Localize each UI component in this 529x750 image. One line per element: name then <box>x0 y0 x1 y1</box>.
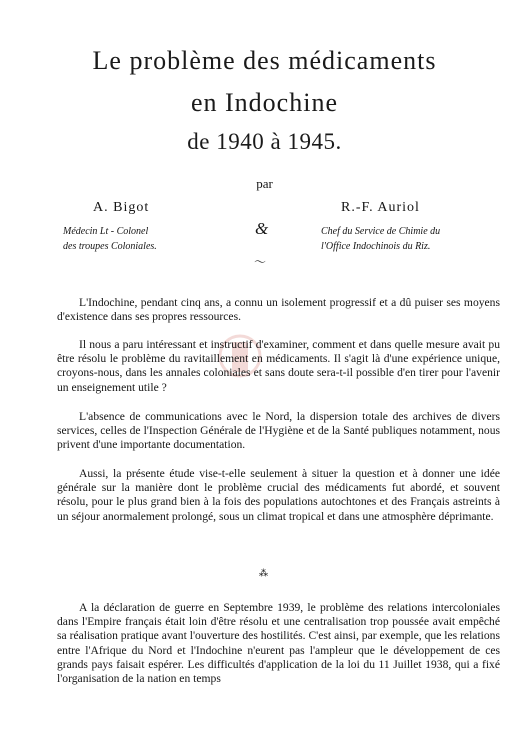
author-2-affiliation-2: l'Office Indochinois du Riz. <box>321 241 431 252</box>
author-2-affiliation-1: Chef du Service de Chimie du <box>321 226 441 237</box>
author-1-affiliation-1: Médecin Lt - Colonel <box>63 226 149 237</box>
paragraph-3: L'absence de communications avec le Nord, la dispersion totale des archives de divers services, celles de l'Inspection Générale de l'Hygiène et de la Santé publiques notamment, nous privent d'une importante documentation. <box>57 410 500 452</box>
paragraph-5: A la déclaration de guerre en Septembre 1939, le problème des relations intercoloniales dans l'Empire français était loin d'être résolu et une centralisation trop poussée avait empêché sa réalisation pratique avant l'ouverture des hostilités. C'est ainsi, par exemple, que les relations entre l'Afrique du Nord et l'Indochine n'eurent pas l'ampleur que le développement de ces grands pays faisait espérer. Les difficultés d'application de la loi du 11 Juillet 1938, qui a fixé l'organisation de la nation en temps <box>57 601 500 686</box>
paragraph-2: Il nous a paru intéressant et instructif d'examiner, comment et dans quelle mesure avait pu être résolu le problème du ravitaillement en médicaments. Il s'agit là d'une expérience unique, croyons-nous, dans les annales coloniales et sans doute sera-t-il possible d'en tirer pour l'avenir un enseignement utile ? <box>57 338 500 394</box>
author-1-affiliation-2: des troupes Coloniales. <box>63 241 157 252</box>
title-line-1: Le problème des médicaments <box>92 46 437 75</box>
ampersand: & <box>255 219 269 238</box>
paragraph-1: L'Indochine, pendant cinq ans, a connu un isolement progressif et a dû puiser ses moyens d'existence dans ses propres ressources. <box>57 296 500 324</box>
author-2-name: R.-F. Auriol <box>341 200 420 215</box>
byline-par: par <box>256 176 273 191</box>
author-1-name: A. Bigot <box>93 200 150 215</box>
title-line-3: de 1940 à 1945. <box>187 129 342 154</box>
paragraph-4: Aussi, la présente étude vise-t-elle seulement à situer la question et à donner une idée générale sur la manière dont le problème crucial des médicaments fut abordé, et souvent résolu, pour le plus grand bien à la fois des populations autochtones et des Français astreints à un séjour anormalement prolongé, sous un climat tropical et dans une atmosphère déprimante. <box>57 467 500 523</box>
ornament-flourish: 〜 <box>254 255 267 269</box>
title-line-2: en Indochine <box>190 88 338 117</box>
section-separator: ⁂ <box>259 568 270 578</box>
